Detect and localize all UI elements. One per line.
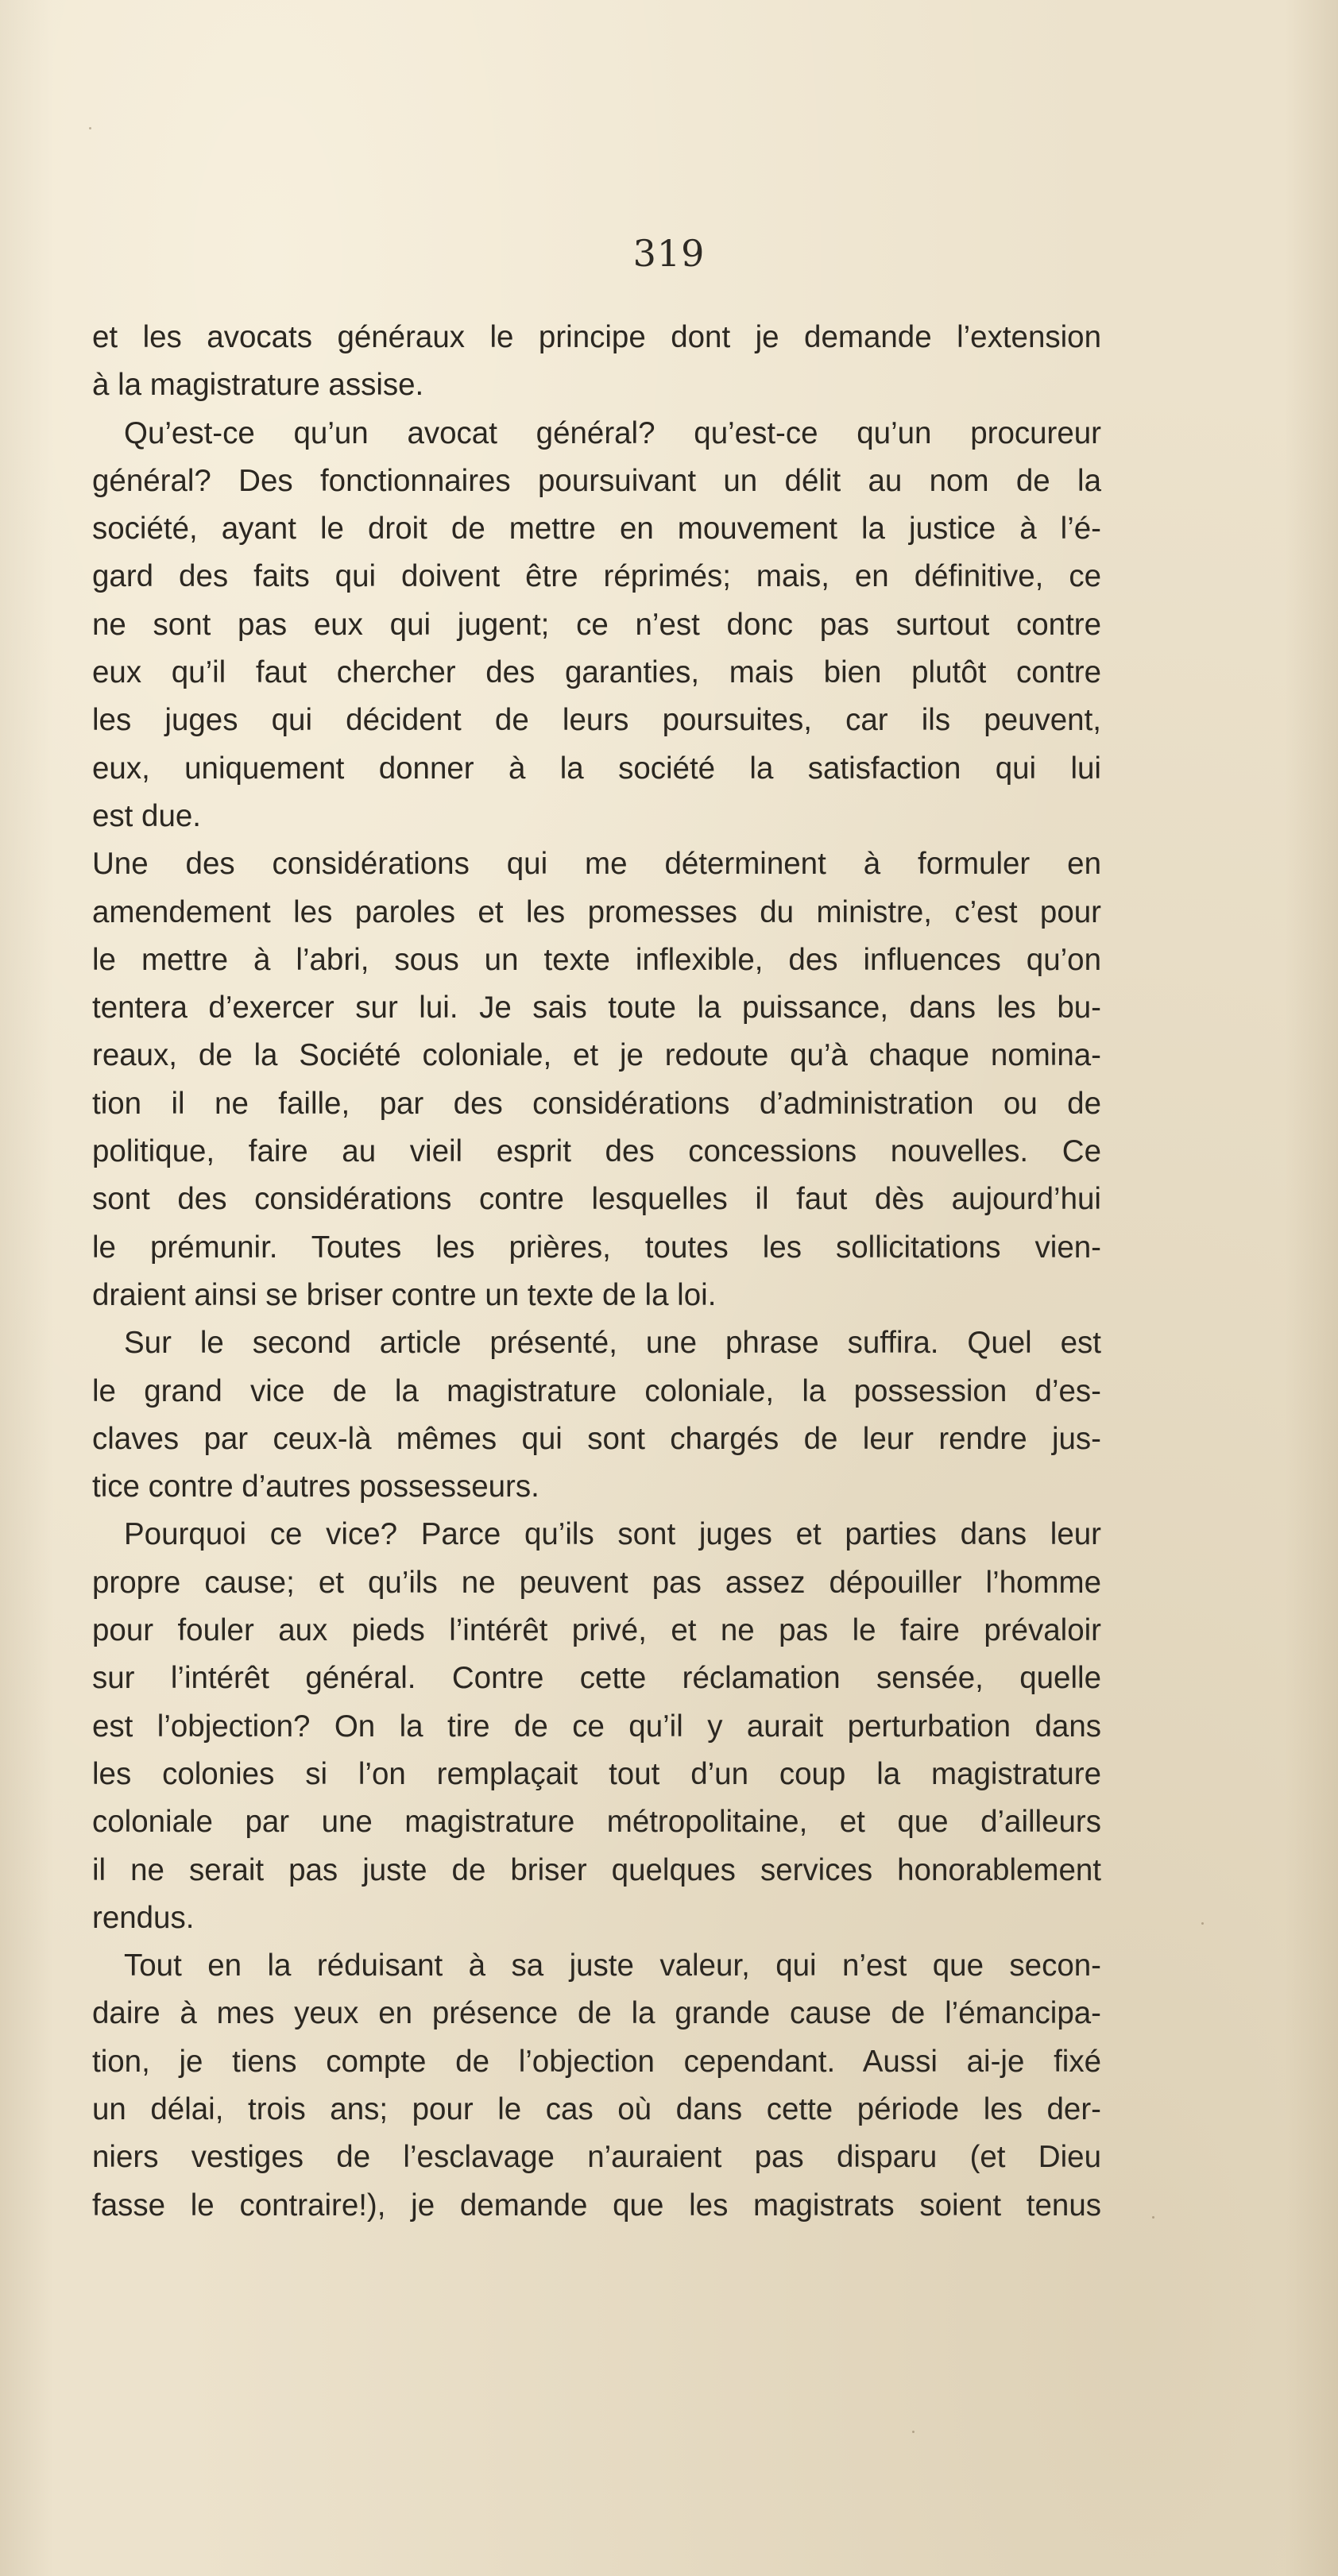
text-line: à la magistrature assise. <box>92 368 424 403</box>
text-line: reaux, de la Société coloniale, et je redoute qu’à chaque nomina- <box>92 1038 1101 1073</box>
text-line: tentera d’exercer sur lui. Je sais toute la puissance, dans les bu- <box>92 991 1101 1025</box>
paper-speck <box>89 127 91 129</box>
text-line: eux, uniquement donner à la société la satisfaction qui lui <box>92 751 1101 786</box>
text-line: Qu’est-ce qu’un avocat général? qu’est-ce qu’un procureur <box>124 415 1101 450</box>
text-line: Pourquoi ce vice? Parce qu’ils sont juges et parties dans leur <box>124 1517 1101 1552</box>
text-line: rendus. <box>92 1900 195 1935</box>
text-line: et les avocats généraux le principe dont je demande l’extension <box>92 320 1101 354</box>
paper-speck <box>1201 1922 1204 1925</box>
text-line: le prémunir. Toutes les prières, toutes les sollicitations vien- <box>92 1230 1101 1265</box>
body-text <box>92 314 1101 2230</box>
text-line: est l’objection? On la tire de ce qu’il y aurait perturbation dans <box>92 1709 1101 1744</box>
text-line: pour fouler aux pieds l’intérêt privé, et ne pas le faire prévaloir <box>92 1613 1101 1648</box>
text-line: propre cause; et qu’ils ne peuvent pas assez dépouiller l’homme <box>92 1565 1101 1600</box>
text-line: Tout en la réduisant à sa juste valeur, qui n’est que secon- <box>124 1948 1101 1983</box>
text-line: général? Des fonctionnaires poursuivant un délit au nom de la <box>92 463 1101 498</box>
text-line: fasse le contraire!), je demande que les magistrats soient tenus <box>92 2188 1101 2223</box>
text-line: Sur le second article présenté, une phrase suffira. Quel est <box>124 1326 1101 1361</box>
text-line: ne sont pas eux qui jugent; ce n’est donc pas surtout contre <box>92 607 1101 642</box>
text-line: les colonies si l’on remplaçait tout d’un coup la magistrature <box>92 1756 1101 1791</box>
text-line: gard des faits qui doivent être réprimés; mais, en définitive, ce <box>92 559 1101 594</box>
text-line: amendement les paroles et les promesses du ministre, c’est pour <box>92 894 1101 929</box>
text-line: le mettre à l’abri, sous un texte inflexible, des influences qu’on <box>92 942 1101 977</box>
text-line: niers vestiges de l’esclavage n’auraient pas disparu (et Dieu <box>92 2140 1101 2175</box>
text-line: eux qu’il faut chercher des garanties, mais bien plutôt contre <box>92 655 1101 690</box>
text-line: coloniale par une magistrature métropolitaine, et que d’ailleurs <box>92 1805 1101 1840</box>
text-line: sur l’intérêt général. Contre cette réclamation sensée, quelle <box>92 1661 1101 1696</box>
text-line: les juges qui décident de leurs poursuites, car ils peuvent, <box>92 703 1101 738</box>
text-line: Une des considérations qui me déterminent à formuler en <box>92 847 1101 882</box>
text-line: claves par ceux-là mêmes qui sont chargés de leur rendre jus- <box>92 1421 1101 1456</box>
text-line: sont des considérations contre lesquelles il faut dès aujourd’hui <box>92 1182 1101 1217</box>
text-line: un délai, trois ans; pour le cas où dans cette période les der- <box>92 2091 1101 2126</box>
paper-speck <box>1152 2216 1154 2219</box>
text-line: est due. <box>92 798 201 833</box>
text-line: tion il ne faille, par des considérations d’administration ou de <box>92 1086 1101 1121</box>
text-line: tice contre d’autres possesseurs. <box>92 1470 539 1504</box>
text-line: le grand vice de la magistrature coloniale, la possession d’es- <box>92 1373 1101 1408</box>
text-line: politique, faire au vieil esprit des concessions nouvelles. Ce <box>92 1134 1101 1169</box>
text-line: daire à mes yeux en présence de la grande cause de l’émancipa- <box>92 1996 1101 2031</box>
paper-speck <box>912 2431 915 2433</box>
text-line: il ne serait pas juste de briser quelques services honorablement <box>92 1852 1101 1887</box>
text-line: tion, je tiens compte de l’objection cependant. Aussi ai-je fixé <box>92 2044 1101 2079</box>
page-number: 319 <box>632 232 706 275</box>
text-line: draient ainsi se briser contre un texte de la loi. <box>92 1277 717 1312</box>
text-line: société, ayant le droit de mettre en mouvement la justice à l’é- <box>92 512 1101 546</box>
